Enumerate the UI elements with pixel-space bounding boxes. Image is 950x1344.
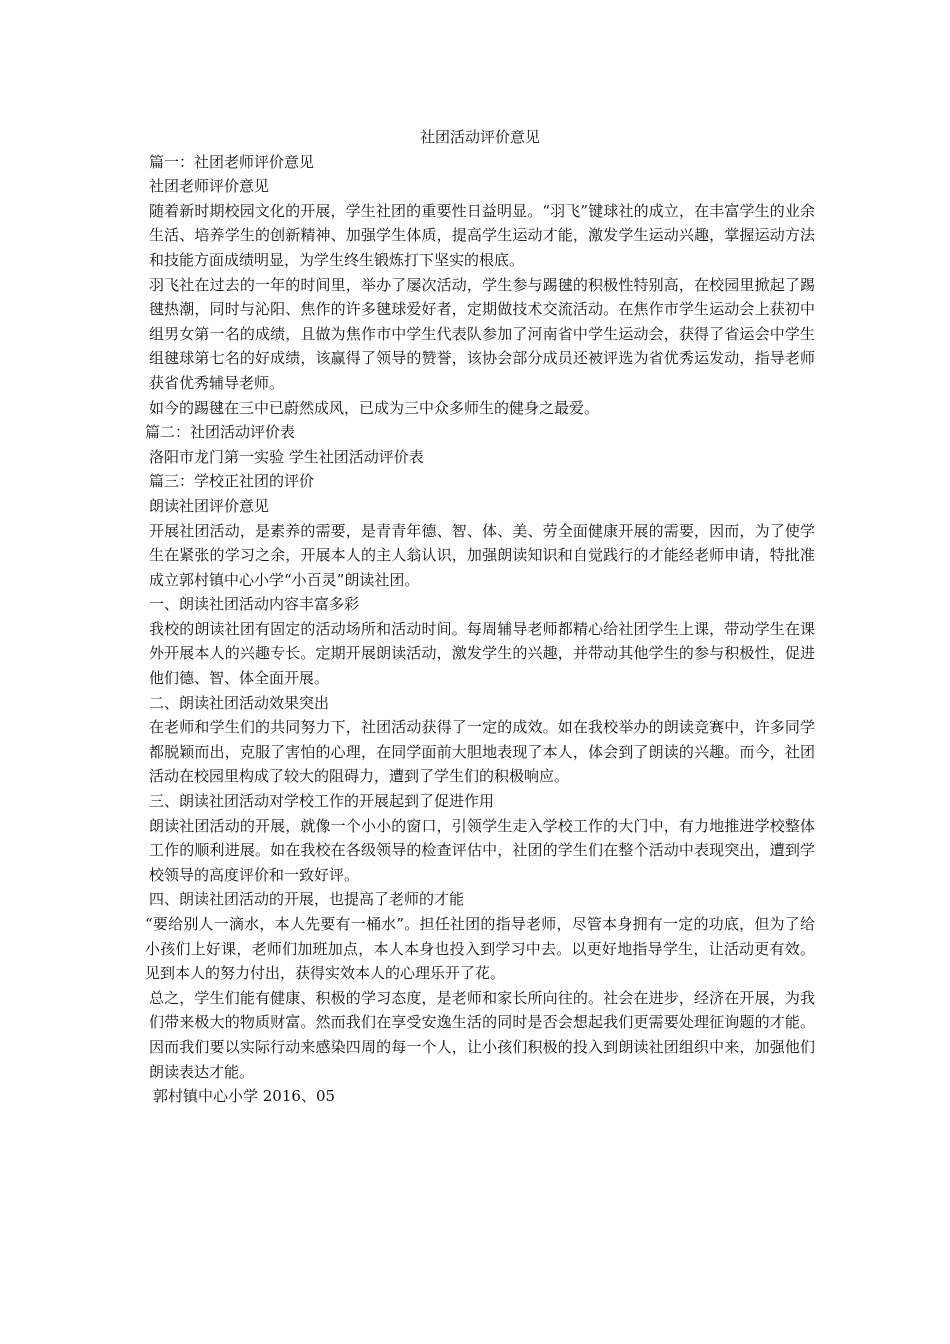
signature-line: 郭村镇中心小学 2016、05 bbox=[153, 1087, 336, 1106]
paragraph: 随着新时期校园文化的开展，学生社团的重要性日益明显。“羽飞”键球社的成立，在丰富学生的业余生活、培养学生的创新精神、加强学生体质，提高学生运动才能，激发学生运动兴趣，掌握运动方法和技能方面成绩明显，为学生终生锻炼打下坚实的根底。 bbox=[149, 201, 815, 269]
section-heading-3: 篇三：学校正社团的评价 bbox=[149, 472, 315, 491]
paragraph: 开展社团活动，是素养的需要，是青青年德、智、体、美、劳全面健康开展的需要，因而，为了使学生在紧张的学习之余，开展本人的主人翁认识，加强朗读知识和自觉践行的才能经老师申请，特批准成立郭村镇中心小学“小百灵”朗读社团。 bbox=[149, 521, 815, 589]
paragraph: 如今的踢毽在三中已蔚然成风，已成为三中众多师生的健身之最爱。 bbox=[149, 398, 600, 417]
list-heading: 一、朗读社团活动内容丰富多彩 bbox=[149, 595, 360, 614]
subheading: 朗读社团评价意见 bbox=[149, 496, 270, 515]
paragraph: 在老师和学生们的共同努力下，社团活动获得了一定的成效。如在我校举办的朗读竞赛中，许多同学都脱颖而出，克服了害怕的心理，在同学面前大胆地表现了本人，体会到了朗读的兴趣。而今，社团活动在校园里构成了较大的阻碍力，遭到了学生们的积极响应。 bbox=[149, 718, 815, 786]
paragraph: 总之，学生们能有健康、积极的学习态度，是老师和家长所向往的。社会在进步，经济在开展，为我们带来极大的物质财富。然而我们在享受安逸生活的同时是否会想起我们更需要处理征询题的才能。因而我们要以实际行动来感染四周的每一个人，让小孩们积极的投入到朗读社团组织中来，加强他们朗读表达才能。 bbox=[149, 988, 815, 1081]
subheading: 社团老师评价意见 bbox=[149, 177, 270, 196]
document-page bbox=[145, 125, 815, 1109]
paragraph: 羽飞社在过去的一年的时间里，举办了屡次活动，学生参与踢毽的积极性特别高，在校园里掀起了踢毽热潮，同时与沁阳、焦作的许多毽球爱好者，定期做技术交流活动。在焦作市学生运动会上获初中组男女第一名的成绩，且做为焦作市中学生代表队参加了河南省中学生运动会，获得了省运会中学生组毽球第七名的好成绩，该赢得了领导的赞誉，该协会部分成员还被评选为省优秀运发动，指导老师获省优秀辅导老师。 bbox=[149, 275, 815, 392]
document-title: 社团活动评价意见 bbox=[419, 128, 540, 146]
paragraph: 我校的朗读社团有固定的活动场所和活动时间。每周辅导老师都精心给社团学生上课，带动学生在课外开展本人的兴趣专长。定期开展朗读活动，激发学生的兴趣，并带动其他学生的参与积极性，促进他们德、智、体全面开展。 bbox=[149, 619, 815, 688]
section-heading-2: 篇二：社团活动评价表 bbox=[145, 423, 296, 442]
paragraph: 朗读社团活动的开展，就像一个小小的窗口，引领学生走入学校工作的大门中，有力地推进学校整体工作的顺利进展。如在我校在各级领导的检查评估中，社团的学生们在整个活动中表现突出，遭到学校领导的高度评价和一致好评。 bbox=[149, 816, 815, 884]
paragraph: “要给别人一滴水，本人先要有一桶水”。担任社团的指导老师，尽管本身拥有一定的功底，但为了给小孩们上好课，老师们加班加点，本人本身也投入到学习中去。以更好地指导学生，让活动更有效。见到本人的努力付出，获得实效本人的心理乐开了花。 bbox=[145, 915, 815, 983]
list-heading: 二、朗读社团活动效果突出 bbox=[149, 693, 330, 712]
paragraph: 洛阳市龙门第一实验 学生社团活动评价表 bbox=[149, 447, 424, 466]
list-heading: 三、朗读社团活动对学校工作的开展起到了促进作用 bbox=[149, 792, 495, 811]
section-heading-1: 篇一：社团老师评价意见 bbox=[149, 152, 315, 171]
list-heading: 四、朗读社团活动的开展，也提高了老师的才能 bbox=[149, 890, 465, 909]
